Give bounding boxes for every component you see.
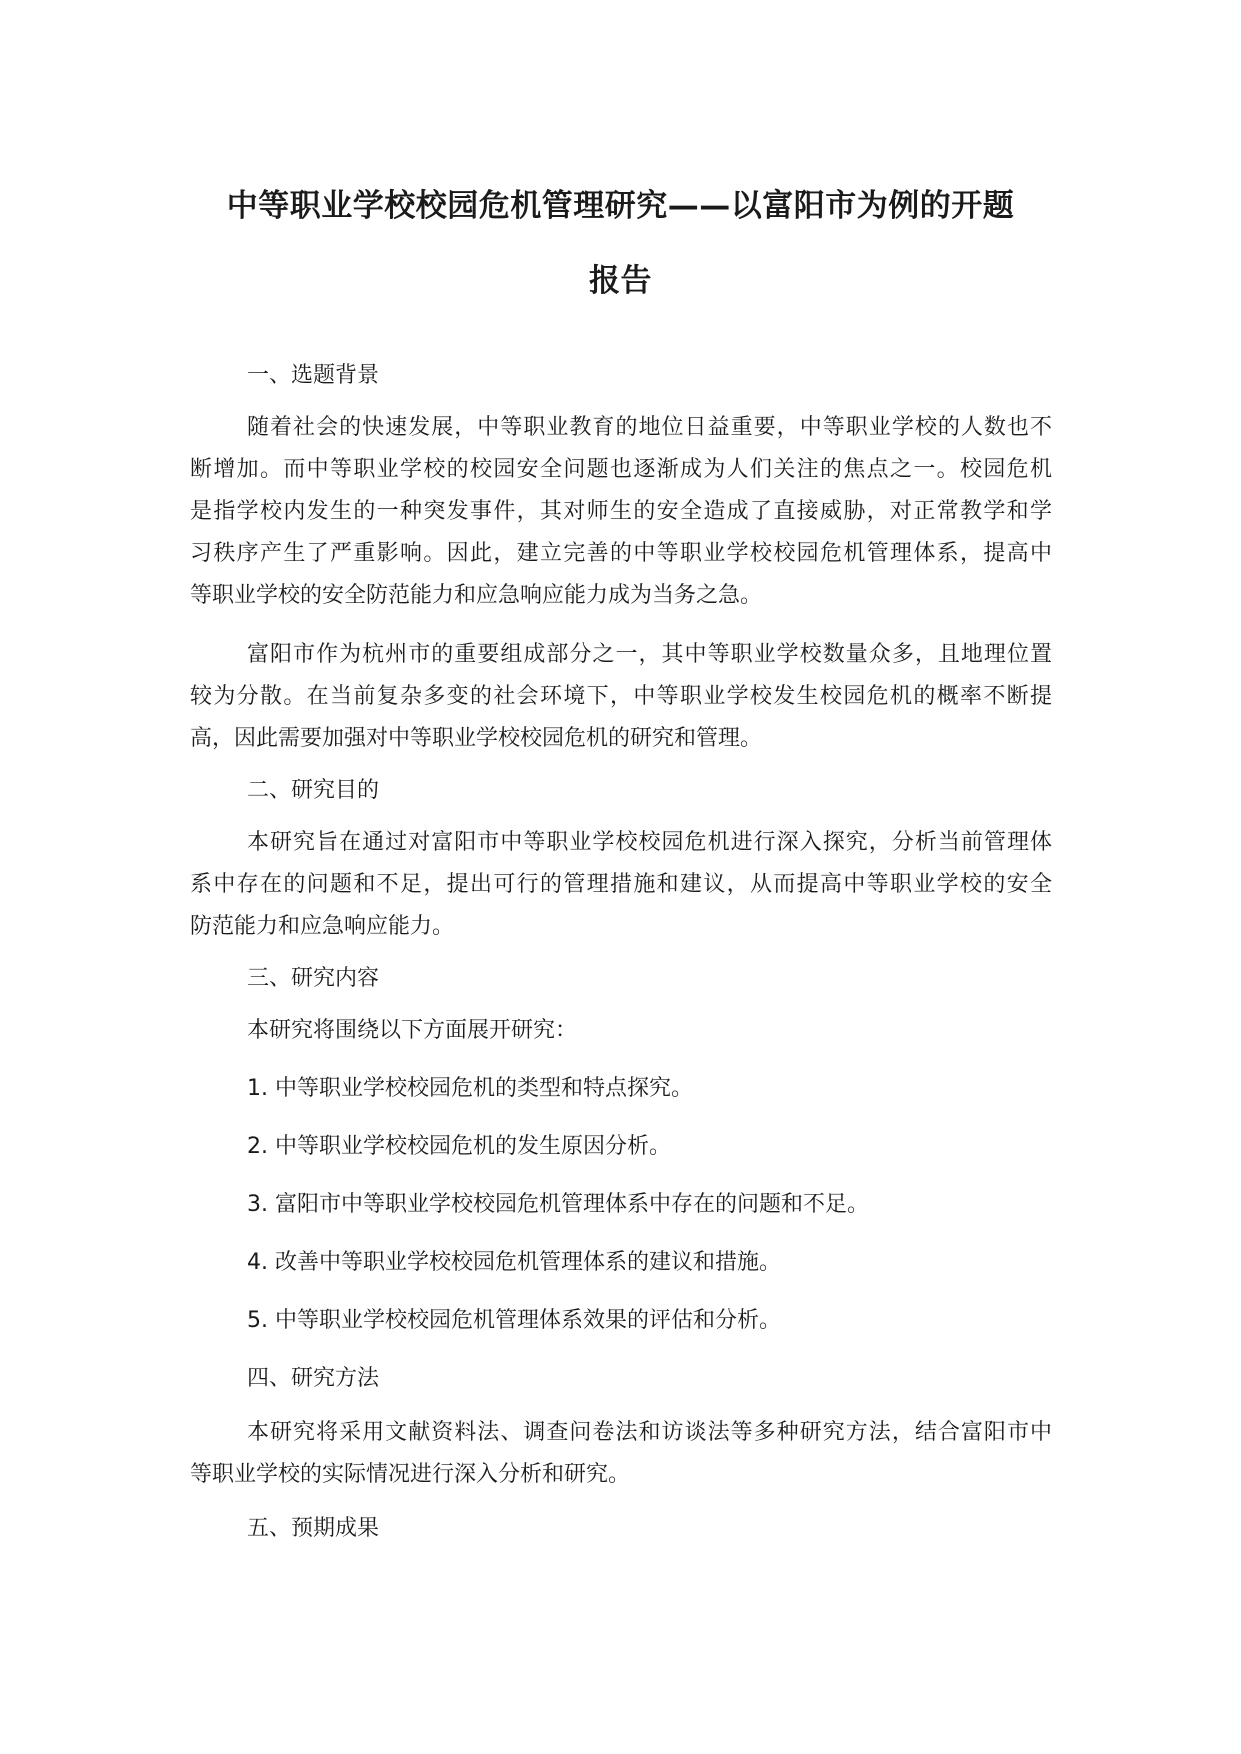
section-heading-background: 一、选题背景 bbox=[247, 363, 380, 388]
paragraph-line: 防范能力和应急响应能力。 bbox=[190, 914, 455, 939]
list-item: 1. 中等职业学校校园危机的类型和特点探究。 bbox=[247, 1076, 693, 1101]
paragraph-method bbox=[190, 1412, 1052, 1496]
list-item: 2. 中等职业学校校园危机的发生原因分析。 bbox=[247, 1134, 671, 1159]
section-heading-purpose: 二、研究目的 bbox=[247, 778, 380, 803]
paragraph-line: 等职业学校的实际情况进行深入分析和研究。 bbox=[190, 1462, 631, 1487]
paragraph-line: 断增加。而中等职业学校的校园安全问题也逐渐成为人们关注的焦点之一。校园危机 bbox=[190, 457, 1052, 482]
paragraph-purpose bbox=[190, 822, 1052, 948]
document-title-line-1: 中等职业学校校园危机管理研究——以富阳市为例的开题 bbox=[226, 188, 1015, 224]
paragraph-line: 是指学校内发生的一种突发事件，其对师生的安全造成了直接威胁，对正常教学和学 bbox=[190, 499, 1052, 524]
paragraph-line: 高，因此需要加强对中等职业学校校园危机的研究和管理。 bbox=[190, 726, 763, 751]
section-heading-content: 三、研究内容 bbox=[247, 966, 380, 991]
paragraph-line: 本研究将采用文献资料法、调查问卷法和访谈法等多种研究方法，结合富阳市中 bbox=[247, 1420, 1052, 1445]
document-body bbox=[190, 355, 1052, 1550]
paragraph-line: 随着社会的快速发展，中等职业教育的地位日益重要，中等职业学校的人数也不 bbox=[247, 415, 1052, 440]
paragraph-line: 较为分散。在当前复杂多变的社会环境下，中等职业学校发生校园危机的概率不断提 bbox=[190, 684, 1052, 709]
paragraph-line: 系中存在的问题和不足，提出可行的管理措施和建议，从而提高中等职业学校的安全 bbox=[190, 872, 1052, 897]
list-item: 3. 富阳市中等职业学校校园危机管理体系中存在的问题和不足。 bbox=[247, 1192, 869, 1217]
section-heading-outcome: 五、预期成果 bbox=[247, 1516, 380, 1541]
paragraph-line: 习秩序产生了严重影响。因此，建立完善的中等职业学校校园危机管理体系，提高中 bbox=[190, 541, 1052, 566]
content-intro: 本研究将围绕以下方面展开研究： bbox=[247, 1018, 578, 1043]
list-item: 4. 改善中等职业学校校园危机管理体系的建议和措施。 bbox=[247, 1250, 781, 1275]
section-heading-method: 四、研究方法 bbox=[247, 1366, 380, 1391]
paragraph-background-2 bbox=[190, 634, 1052, 760]
paragraph-line: 本研究旨在通过对富阳市中等职业学校校园危机进行深入探究，分析当前管理体 bbox=[247, 830, 1052, 855]
list-item: 5. 中等职业学校校园危机管理体系效果的评估和分析。 bbox=[247, 1308, 781, 1333]
document-title-line-2: 报告 bbox=[589, 263, 652, 299]
paragraph-background-1 bbox=[190, 407, 1052, 617]
paragraph-line: 富阳市作为杭州市的重要组成部分之一，其中等职业学校数量众多，且地理位置 bbox=[247, 642, 1052, 667]
paragraph-line: 等职业学校的安全防范能力和应急响应能力成为当务之急。 bbox=[190, 583, 763, 608]
